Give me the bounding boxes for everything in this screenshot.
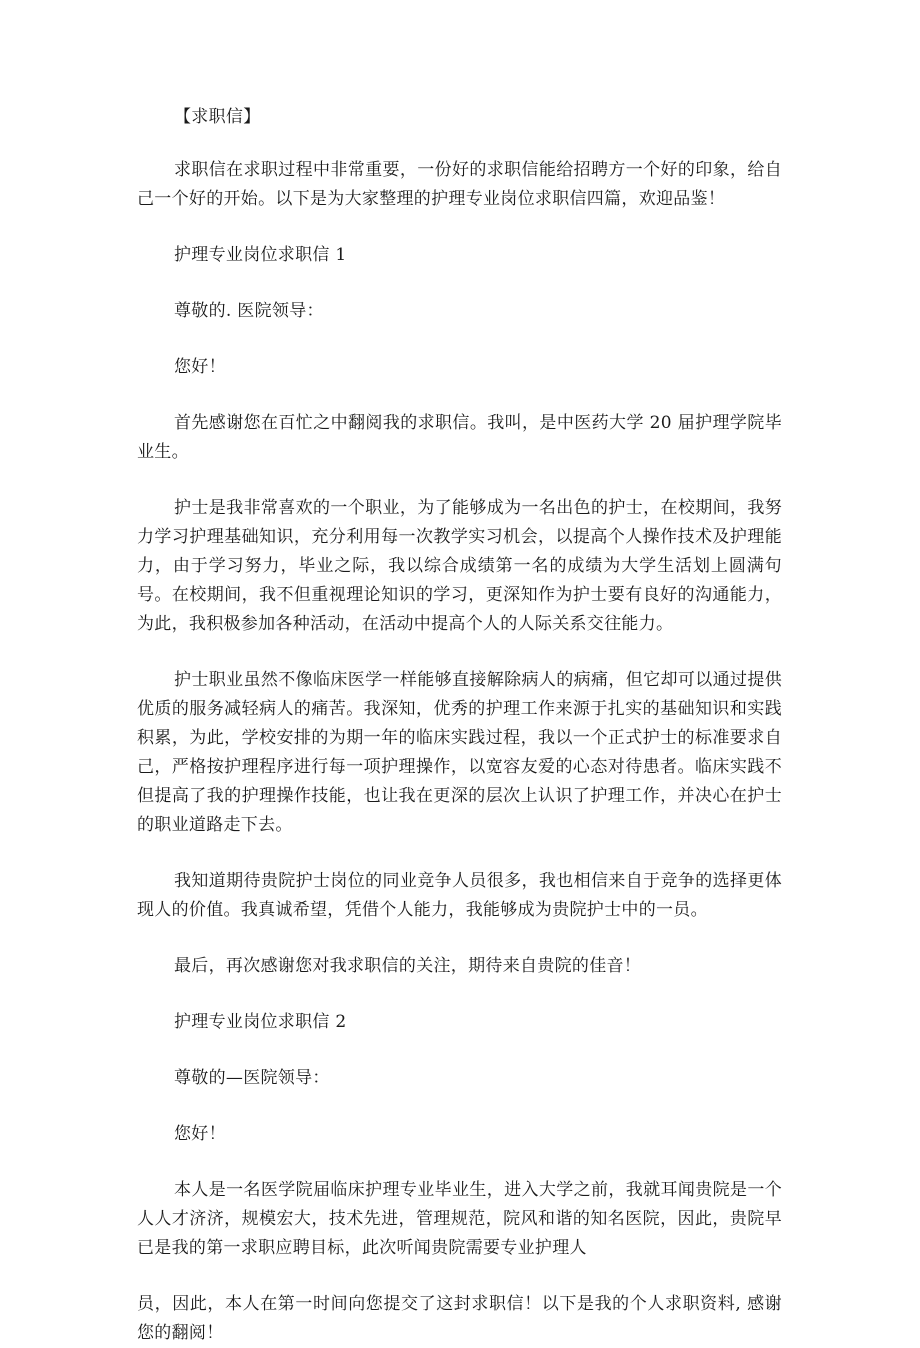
document-body — [137, 103, 782, 1348]
document-heading: 【求职信】 — [174, 107, 261, 127]
letter1-title: 护理专业岗位求职信 1 — [174, 245, 347, 265]
letter1-paragraph: 我知道期待贵院护士岗位的同业竞争人员很多，我也相信来自于竞争的选择更体现人的价值。我真诚希望，凭借个人能力，我能够成为贵院护士中的一员。 — [137, 871, 782, 920]
letter2-title: 护理专业岗位求职信 2 — [174, 1012, 347, 1032]
letter1-salutation: 尊敬的. 医院领导： — [174, 301, 324, 321]
letter2-greeting: 您好！ — [174, 1124, 226, 1144]
letter1-paragraph: 护士是我非常喜欢的一个职业，为了能够成为一名出色的护士，在校期间，我努力学习护理基础知识，充分利用每一次教学实习机会，以提高个人操作技术及护理能力，由于学习努力，毕业之际，我以综合成绩第一名的成绩为大学生活划上圆满句号。在校期间，我不但重视理论知识的学习，更深知作为护士要有良好的沟通能力，为此，我积极参加各种活动，在活动中提高个人的人际关系交往能力。 — [137, 498, 782, 634]
intro-paragraph: 求职信在求职过程中非常重要，一份好的求职信能给招聘方一个好的印象，给自己一个好的开始。以下是为大家整理的护理专业岗位求职信四篇，欢迎品鉴！ — [137, 160, 782, 209]
letter1-paragraph: 首先感谢您在百忙之中翻阅我的求职信。我叫，是中医药大学 20 届护理学院毕业生。 — [137, 413, 782, 462]
letter2-continuation: 员，因此，本人在第一时间向您提交了这封求职信！以下是我的个人求职资料, 感谢您的翻阅！ — [137, 1294, 782, 1343]
letter1-greeting: 您好！ — [174, 357, 226, 377]
letter1-paragraph: 护士职业虽然不像临床医学一样能够直接解除病人的病痛，但它却可以通过提供优质的服务减轻病人的痛苦。我深知，优秀的护理工作来源于扎实的基础知识和实践积累，为此，学校安排的为期一年的临床实践过程，我以一个正式护士的标准要求自己，严格按护理程序进行每一项护理操作，以宽容友爱的心态对待患者。临床实践不但提高了我的护理操作技能，也让我在更深的层次上认识了护理工作，并决心在护士的职业道路走下去。 — [137, 670, 782, 835]
letter2-salutation: 尊敬的—医院领导： — [174, 1068, 330, 1088]
letter1-closing: 最后，再次感谢您对我求职信的关注，期待来自贵院的佳音！ — [174, 956, 642, 976]
letter2-paragraph: 本人是一名医学院届临床护理专业毕业生，进入大学之前，我就耳闻贵院是一个人人才济济，规模宏大，技术先进，管理规范，院风和谐的知名医院，因此，贵院早已是我的第一求职应聘目标，此次听闻贵院需要专业护理人 — [137, 1180, 782, 1258]
